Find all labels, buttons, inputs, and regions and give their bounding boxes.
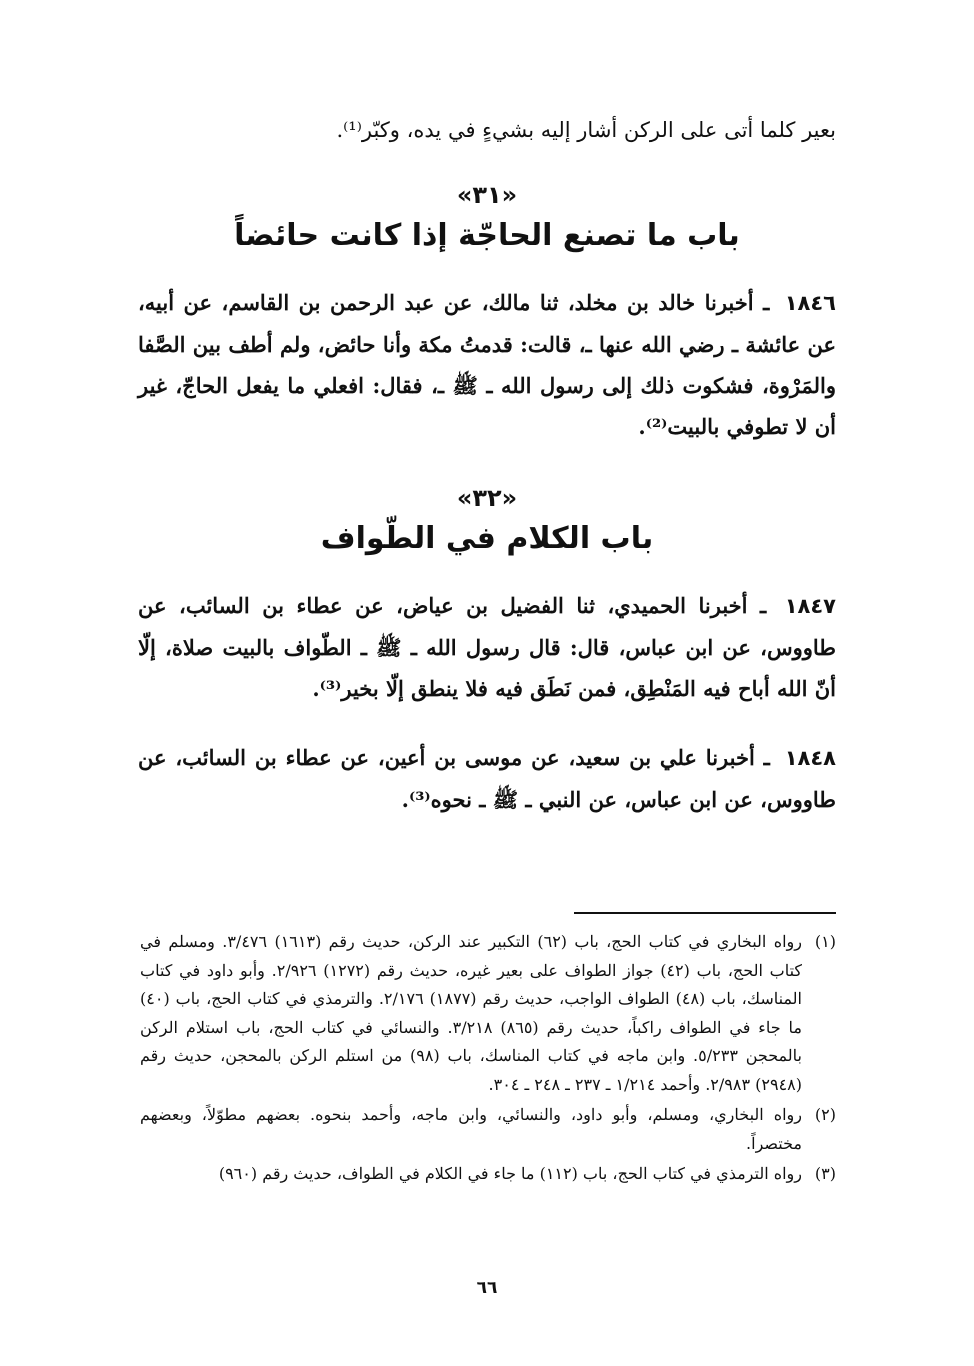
spacer	[138, 563, 836, 585]
chapter-number: «٣١»	[456, 181, 518, 209]
footnotes	[140, 928, 836, 1189]
footnote-text: رواه البخاري في كتاب الحج، باب (٦٢) التكبير عند الركن، حديث رقم (١٦١٣) ٣/٤٧٦. ومسلم في كتاب الحج، باب (٤٢) جواز الطواف على بعير غيره، حديث رقم (١٢٧٢) ٢/٩٢٦. وأبو داود في كتاب المناسك، باب (٤٨) الطواف الواجب، حديث رقم (١٨٧٧) ٢/١٧٦. والترمذي في كتاب الحج، باب (٤٠) ما جاء في الطواف راكباً، حديث رقم (٨٦٥) ٣/٢١٨. والنسائي في كتاب الحج، باب استلام الركن بالمحجن ٥/٢٣٣. وابن ماجه في كتاب المناسك، باب (٩٨) من استلم الركن بالمحجن، حديث رقم (٢٩٤٨) ٢/٩٨٣. وأحمد ١/٢١٤ ـ ٢٣٧ ـ ٢٤٨ ـ ٣٠٤.	[140, 932, 803, 1094]
footnote-mark: (٣)	[814, 1164, 836, 1183]
hadith-paragraph	[138, 585, 836, 709]
footnote	[140, 1160, 836, 1189]
hadith-text: ـ أخبرنا الحميدي، ثنا الفضيل بن عياض، عن عطاء بن السائب، عن طاووس، عن ابن عباس، قال: قال رسول الله ـ ﷺ ـ الطّواف بالبيت صلاة، إلّا أنّ الله أباح فيه المَنْطِق، فمن نَطَق فيه فلا ينطق إلّا بخير⁽³⁾.	[138, 593, 836, 701]
spacer	[138, 709, 836, 737]
page-number: ٦٦	[476, 1278, 498, 1298]
opening-line: بعير كلما أتى على الركن أشار إليه بشيءٍ في يده، وكبّر⁽¹⁾.	[336, 118, 836, 142]
chapter-title: باب الكلام في الطّواف	[320, 521, 654, 556]
footnote-mark: (٢)	[814, 1105, 836, 1124]
footnote-separator	[574, 912, 836, 914]
hadith-paragraph	[138, 282, 836, 447]
hadith-text: ـ أخبرنا علي بن سعيد، عن موسى بن أعين، عن عطاء بن السائب، عن طاووس، عن ابن عباس، عن النبي ـ ﷺ ـ نحوه⁽³⁾.	[138, 745, 836, 812]
hadith-paragraph	[138, 737, 836, 820]
spacer	[138, 447, 836, 481]
chapter-number: «٣٢»	[456, 484, 518, 512]
hadith-text: ـ أخبرنا خالد بن مخلد، ثنا مالك، عن عبد الرحمن بن القاسم، عن أبيه، عن عائشة ـ رضي الله عنها ـ، قالت: قدمتُ مكة وأنا حائض، ولم أطف بين الصَّفا والمَرْوة، فشكوت ذلك إلى رسول الله ـ ﷺ ـ، فقال: افعلي ما يفعل الحاجّ، غير أن لا تطوفي بالبيت⁽²⁾.	[138, 290, 836, 439]
hadith-number: ١٨٤٧	[784, 594, 837, 618]
chapter-title: باب ما تصنع الحاجّة إذا كانت حائضاً	[234, 218, 740, 253]
hadith-number: ١٨٤٦	[784, 291, 836, 315]
footnote-text: رواه الترمذي في كتاب الحج، باب (١١٢) ما جاء في الكلام في الطواف، حديث رقم (٩٦٠)	[218, 1164, 802, 1183]
footnote-text: رواه البخاري، ومسلم، وأبو داود، والنسائي، وابن ماجه، وأحمد بنحوه. بعضهم مطوّلاً، وبعضهم مختصراً.	[140, 1105, 802, 1153]
footnote	[140, 1101, 836, 1158]
footnote	[140, 928, 836, 1099]
main-text-column	[138, 110, 836, 820]
spacer	[138, 150, 836, 178]
hadith-number: ١٨٤٨	[784, 746, 836, 770]
footnote-mark: (١)	[814, 932, 836, 951]
spacer	[138, 260, 836, 282]
